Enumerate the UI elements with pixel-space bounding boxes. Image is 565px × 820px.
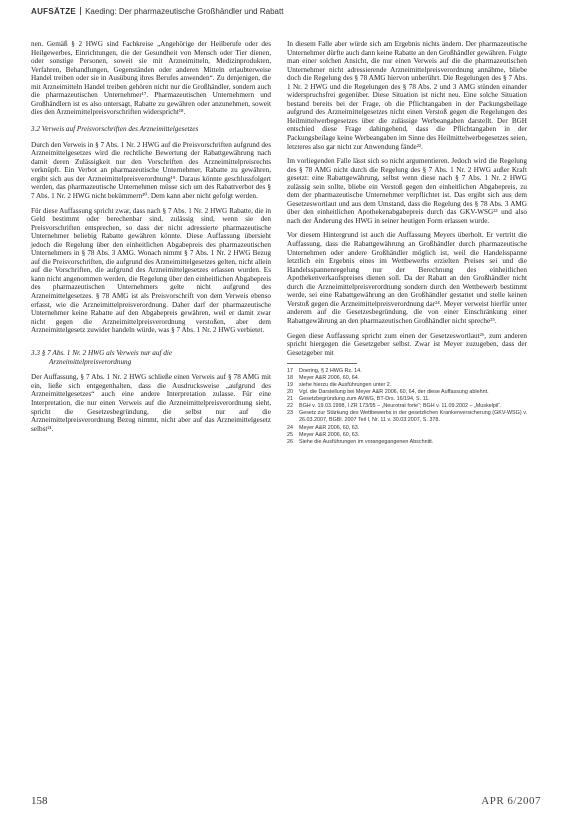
footnote xyxy=(287,396,527,403)
footnote-text: Meyer A&R 2006, 60, 63. xyxy=(299,431,360,438)
footnote xyxy=(287,439,527,446)
footnote-number: 23 xyxy=(287,410,293,417)
section-heading xyxy=(31,349,271,367)
footnote xyxy=(287,389,527,396)
section-heading: 3.2 Verweis auf Preisvorschriften des Arzneimittelgesetzes xyxy=(31,124,199,133)
header-separator xyxy=(80,7,81,15)
footnote-number: 25 xyxy=(287,431,293,438)
footnote-text: siehe hierzu die Ausführungen unter 2. xyxy=(299,382,392,389)
footnote xyxy=(287,410,527,424)
running-header xyxy=(31,7,541,21)
footnote xyxy=(287,375,527,382)
journal-issue: APR 6/2007 xyxy=(481,795,541,807)
paragraph: Im vorliegenden Falle lässt sich so nicht argumentieren. Jedoch wird die Regelung des § 78 AMG nicht durch die Regelung des § 7 Abs. 1 Nr. 2 HWG außer Kraft gesetzt: eine Rabattgewährung, selbst wenn diese nach § 7 Abs. 1 Nr. 2 HWG zulässig sein sollte, bliebe ein Verstoß gegen den einheitlichen Abgabepreis, zu dem der pharmazeutische Unternehmer verpflichtet ist. Das ergibt sich aus dem Gesetzeswortlaut und aus dem Umstand, dass die Regelung des § 78 Abs. 3 AMG über den einheitlichen Apothekenabgabepreis durch das GKV-WSG²³ und also nach der Änderung des HWG in seiner heutigen Form erlassen wurde. xyxy=(287,157,527,225)
paragraph: nen. Gemäß § 2 HWG sind Fachkreise „Angehörige der Heilberufe oder des Heilgewerbes, Einrichtungen, die der Gesundheit von Mensch oder Tier dienen, oder sonstige Personen, soweit sie mit Arzneimitteln, Medizinprodukten, Verfahren, Behandlungen, Gegenständen oder anderen Mitteln erlaubterweise Handel treiben oder sie in Ausübung ihres Berufes anwenden“. Zu denjenigen, die mit Arzneimitteln Handel treiben gehören nicht nur die Großhändler, sondern auch die pharmazeutischen Unternehmer¹⁷. Pharmazeutischen Unternehmern und Großhändlern ist es also untersagt, Rabatte zu gewähren oder anzunehmen, soweit dies den Arzneimittelpreisvorschriften widerspricht¹⁸. xyxy=(31,40,271,117)
footnote-number: 19 xyxy=(287,382,293,389)
footnote-text: Gesetzbegründung zum AVWG, BT-Drs. 16/194, S. 11. xyxy=(299,396,430,403)
footnote xyxy=(287,432,527,439)
footnote xyxy=(287,368,527,375)
footnote-text: Meyer A&R 2006, 60, 64. xyxy=(299,375,360,382)
section-heading-line: Arzneimittelpreisverordnung xyxy=(49,357,132,366)
paragraph: Vor diesem Hintergrund ist auch die Auffassung Meyers überholt. Er vertritt die Auffassung, dass die Rabattgewährung an Großhändler durch pharmazeutische Unternehmen oder andere Großhändler möglich ist, weil die Handelsspanne letztlich ein Ergebnis eines im Wettbewerbs erzielten Preises sei und die Handelsspannenregelung nur der Berechnung des einheitlichen Apothekenverkaufspreises dienen soll. Da der Rabatt an den Großhändler nicht durch die Arzneimittelpreisverordnung sondern durch den Wettbewerb bestimmt werde, sei eine Rabattgewährung an den Großhändler gestattet und stelle keinen Verstoß gegen die Arzneimittelpreisverordnung dar²⁴. Meyer verweist hierfür unter anderem auf die Gesetzesbegründung, die von einer Einschränkung einer Rabattgewährung an den pharmazeutischen Großhändler nicht spreche²⁵. xyxy=(287,231,527,325)
footnote-divider xyxy=(287,363,357,364)
paragraph: Für diese Auffassung spricht zwar, dass nach § 7 Abs. 1 Nr. 2 HWG Rabatte, die in Geld bestimmt oder berechenbar sind, zulässig sind, wenn sie den Preisvorschriften entsprechen, so dass der nicht adressierte pharmazeutische Unternehmer beliebig Rabatte gewähren könnte. Diese Auffassung übersieht jedoch die Regelung über den einheitlichen Abgabepreis des pharmazeutischen Unternehmers in § 78 Abs. 3 AMG. Wonach nimmt § 7 Abs. 1 Nr. 2 HWG Bezug auf die Preisvorschriften, die aufgrund des Arzneimittelgesetzes gelten, nicht allein auf die Vorschriften, die aufgrund des Arzneimittelgesetzes erlassen wurden. Es kann nicht angenommen werden, die Regelung über den einheitlichen Abgabepreis des pharmazeutischen Unternehmers gelte nicht aufgrund des Arzneimittelgesetzes. § 78 AMG ist als Preisvorschrift von dem Verweis ebenso erfasst, wie die Arzneimittelpreisverordnung. Daher darf der pharmazeutische Unternehmer keine Rabatte auf den Abgabepreis gewähren, weil er damit zwar nicht gegen die Arzneimittelpreisverordnung verstoßen, aber dem Arzneimittelgesetz zuwider handeln würde, was § 7 Abs. 1 Nr. 2 HWG verbietet. xyxy=(31,206,271,335)
footnote-text: Gesetz zur Stärkung des Wettbewerbs in der gesetzlichen Krankenversicherung (GKV-WSG) v. 26.03.2007, BGBl. 2007 Teil I, Nr. 11 v. 30.03.2007, S. 378. xyxy=(299,410,527,424)
paragraph: Durch den Verweis in § 7 Abs. 1 Nr. 2 HWG auf die Preisvorschriften aufgrund des Arzneimittelgesetzes wird die rechtliche Bewertung der Rabattgewährung nach damit deren Zulässigkeit nur den Vorschriften des Arzneimittelpreisrechts verknüpft. Ein Verbot an pharmazeutische Unternehmer, Rabatte zu gewähren, ergibt sich aus der Arzneimittelpreisverordnung¹⁹. Daraus könnte geschlussfolgert werden, das pharmazeutische Unternehmen müsse sich um des Rabattverbot des § 7 Abs. 1 Nr. 2 HWG nicht bekümmern²⁰. Dem kann aber nicht gefolgt werden. xyxy=(31,140,271,200)
right-column xyxy=(287,40,527,446)
footnote xyxy=(287,403,527,410)
footnote-number: 20 xyxy=(287,389,293,396)
running-title: Kaeding: Der pharmazeutische Großhändler und Rabatt xyxy=(85,7,284,16)
section-heading-line: 3.3 § 7 Abs. 1 Nr. 2 HWG als Verweis nur auf die xyxy=(31,348,173,357)
footnote-number: 26 xyxy=(287,438,293,445)
footnotes xyxy=(287,368,527,446)
paragraph: In diesem Falle aber würde sich am Ergebnis nichts ändern. Der pharmazeutische Unternehmer dürfte auch dann keine Rabatte an den Großhändler gewähren. Folgte man einer solchen Ansicht, die nur einen Verweis auf die die pharmazeutischen Unternehmer nicht adressierende Arzneimittelpreisverordnung annähme, bliebe doch die Regelung des § 78 AMG hiervon unberührt. Die Regelungen des § 7 Abs. 1 Nr. 2 HWG und die Regelungen des § 78 Abs. 2 und 3 AMG stünden einander widerspruchsfrei gegenüber. Diese Situation ist nicht neu. Eine solche Situation bestand bereits bei der Frage, ob die Pflichtangaben in der Packungsbeilage aufgrund des Arzneimittelgesetzes nicht einen Verstoß gegen die Regelungen des Heilmittelwerbegesetzes über die zulässige Werbeangaben darstellt. Der BGH entschied diese Frage dahingehend, dass die Pflichtangaben in der Packungsbeilage keine Werbeangaben im Sinne des Heilmittelwerbegesetzes seien, letzteres also gar nicht zur Anwendung fände²². xyxy=(287,40,527,151)
footnote-text: Doering, § 2 HWG Rz. 14. xyxy=(299,368,362,375)
section-label: AUFSÄTZE xyxy=(31,7,77,16)
footnote-number: 17 xyxy=(287,368,293,375)
left-column xyxy=(31,40,271,439)
paragraph: Der Auffassung, § 7 Abs. 1 Nr. 2 HWG schließe einen Verweis auf § 78 AMG mit ein, ließe sich entgegenhalten, dass die Ausdrucksweise „aufgrund des Arzneimittelgesetzes“ auch eine andere Interpretation zulasse. Für eine Interpretation, die nur einen Verweis auf die Arzneimittelpreisverordnung sieht, spricht die Gesetzesbegründung, die selbst nur auf die Arzneimittelpreisverordnung Bezug nimmt, nicht aber auf das Arzneimittelgesetz selbst²¹. xyxy=(31,373,271,433)
footnote-text: BGH v. 19.03.1998, I ZR 173/95 – „Neurotrat forte“; BGH v. 11.09.2002 – „Muskelpil“. xyxy=(299,403,502,410)
footnote-number: 18 xyxy=(287,375,293,382)
footnote xyxy=(287,382,527,389)
footnote-number: 24 xyxy=(287,424,293,431)
footnote-text: Vgl. die Darstellung bei Meyer A&R 2006, 60, 64, der diese Auffassung ablehnt. xyxy=(299,389,489,396)
footnote-text: Meyer A&R 2006, 60, 63. xyxy=(299,424,360,431)
footnote-text: Siehe die Ausführungen im vorangegangenen Abschnitt. xyxy=(299,438,434,445)
footnote-number: 21 xyxy=(287,396,293,403)
page-number: 158 xyxy=(31,795,48,807)
footnote xyxy=(287,425,527,432)
paragraph: Gegen diese Auffassung spricht zum einen der Gesetzeswortlaut²⁶, zum anderen spricht hiergegen die Gesetzgeber selbst. Zwar ist Meyer zuzugeben, dass der Gesetzgeber mit xyxy=(287,331,527,357)
footnote-number: 22 xyxy=(287,403,293,410)
